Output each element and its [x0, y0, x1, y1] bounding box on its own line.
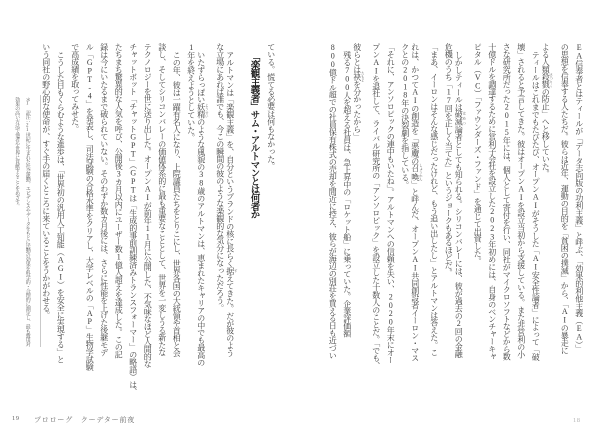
- text-column: いう同社の野心的な使命が、すぐ手の届くところに来ていることをうかがわせる。: [41, 43, 51, 319]
- text-column: で高成績を取ってみせた。: [70, 43, 80, 133]
- text-column: 1年を終えようとしていた。: [186, 43, 196, 141]
- footnote-line: ＊1 訳注：21世紀に生まれた社会運動。エビデンスやデータをもとに活動の効果を科学的・合理的に測定し、最も費用対: [24, 97, 30, 347]
- text-column: 残る700人を超える社員は、急上昇中の「ロケット船」に乗っていた。企業評価額: [342, 50, 352, 337]
- text-column: 「まあ、イーロンはそんな感じだったけれど、もう追い出したし」とアルトマンは答えた。こ: [429, 43, 439, 356]
- text-column: 録は今にいたるまで破られていない。そのわずか数カ月後には、さらに性能を上げた後継モデ: [99, 43, 109, 356]
- footnote-line: 効果の高い方法で他者や世界に貢献することをめざす。: [14, 97, 20, 209]
- text-column: クとの2018年の決裂劇を指している。: [400, 43, 410, 189]
- text-column: たちまち驚異的な人気を呼び、公開後3カ月以内にユーザー数1億人超えを達成した。この記: [114, 43, 124, 358]
- text-column: ティールはこれまでもたびたび、オープンAIがそうした「AI安全性論者」によって「破: [531, 50, 541, 360]
- text-column: よる人類殺戮 さつりくの防止」へと移していた。: [541, 43, 554, 178]
- running-footer: プロローグ クーデター前夜: [34, 415, 136, 424]
- text-column: ル「GPT-4」を発表し、司法試験の合格水準をクリアし、大学レベルの「AP」生物学試験: [85, 43, 95, 371]
- text-column: チャットボット「チャットGPT」（GPTは「生成的事前訓練済みトランスフォーマー」の略語）は、: [128, 43, 138, 396]
- section-heading: 「楽観主義者」サム・アルトマンとは何者か: [248, 52, 259, 219]
- text-column: アルトマンは「楽観主義」を、自分というブランドの核に長らく据 すえてきた。だが彼のよう: [225, 50, 239, 356]
- text-column: テクノロジーを世に送り出した。オープンAIが前年11月に公開した、不気味なほど人間的な: [143, 43, 153, 368]
- text-column: 十億ドルを調達するために営利子会社を設立した2023年初めには、自身のベンチャーキャ: [487, 43, 497, 360]
- text-column: 彼らとは袂 たもとを分かったから」: [352, 43, 366, 140]
- text-column: しかしティールは破滅 はめつ論者としても知られる。シリコンバレーには、彼が過去の2回の金融: [454, 50, 467, 357]
- text-column: こうした目もくらむような進歩は、「世界初の汎用人工知能（AGI）を安全に実現する」と: [56, 50, 66, 363]
- text-column: ピタル（VC）「ファウンダーズ・ファンド」を通じて出資した。: [473, 43, 483, 265]
- text-column: ている。慌てる必要は何もなかった。: [266, 43, 276, 170]
- text-column: 壊」されると予言してきた。彼はオープンAIを設立当初から支援している。また非営利の小: [516, 43, 526, 358]
- text-column: この年、彼は一躍有名人になり、上院議員たちをとりこにし、世界各国の大統領や首相と会: [172, 50, 182, 356]
- right-page: [300, 0, 600, 441]
- text-column: な立場にあれば誰でも、今この瞬間の彼のような楽観的な気分になっただろう。: [215, 43, 225, 312]
- text-column: 談し、そしてシリコンバレーの価値体系的に最も重要なこととして、世界を一変しうる新たな: [157, 43, 167, 356]
- page-number-left: 19: [12, 415, 20, 422]
- footnote-rule: [40, 95, 41, 347]
- footnote: [11, 97, 32, 346]
- page-number-right: 18: [573, 417, 581, 424]
- text-column: 危機のうち「17回を正しく当てた」というジョークもあるほどだ。: [444, 43, 454, 276]
- text-column: EA信奉者とはティールが「データ志向版の功利主義」と呼ぶ、「効果的利他主義（EA）」: [574, 43, 584, 352]
- left-page-columns: [39, 43, 279, 395]
- right-page-columns: [325, 43, 586, 369]
- text-column: の思想を信奉する人たちだ。彼らは近年、運動の目的を「貧困の撲滅」から、「AIの暴走に: [560, 43, 570, 354]
- text-column: 800億ドル超での社員保有株式の売却を間近に控え、彼らが海辺の別荘を買える日も近づい: [328, 43, 338, 359]
- text-column: れは、かつてAIの創造を「悪魔の召喚 しょうかん」と呼んだ、オープンAI共同創設者イーロン・マス: [410, 43, 424, 362]
- text-column: さな研究所だった2015年には、個人として寄付を行い、同社がマイクロソフトなどから数: [502, 43, 512, 360]
- text-column: プンAIを退社して、ライバル研究所の「アンソロピック」を設立した十数人のことだ。「でも、: [371, 43, 381, 369]
- text-column: 「それに、アンソロピックの連中もいたね」。アルトマンへの信頼を失い、2020年末にオー: [386, 43, 396, 364]
- text-column: いたずらっぽい妖精 ようせいのような風貌の38歳のアルトマンは、恵まれたキャリアの中でも最高の: [196, 50, 210, 366]
